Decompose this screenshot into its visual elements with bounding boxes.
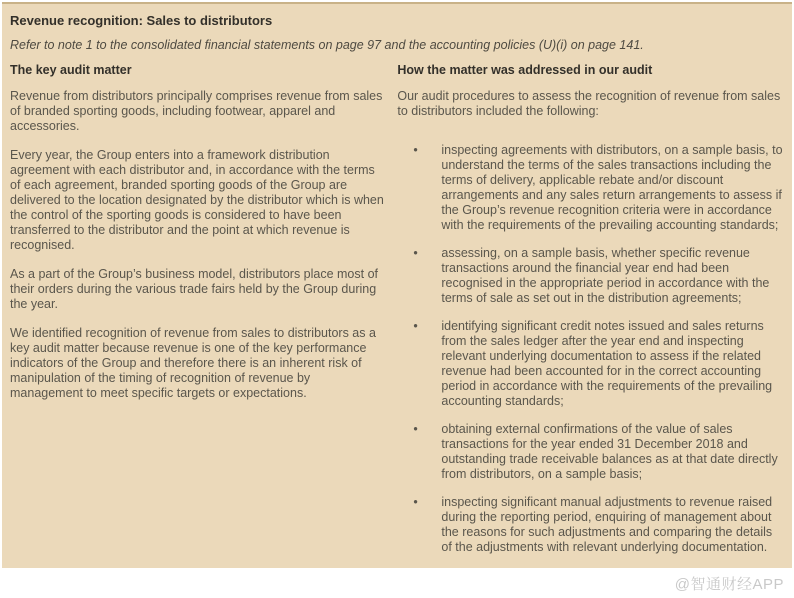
key-audit-matter-paragraph: As a part of the Group’s business model, distributors place most of their orders during the various trade fairs held by the Group during the year. bbox=[10, 266, 379, 311]
audit-procedures-list bbox=[397, 143, 784, 555]
bullet-icon: • bbox=[413, 494, 418, 509]
bullet-icon: • bbox=[413, 318, 418, 333]
key-audit-matter-paragraph: Every year, the Group enters into a framework distribution agreement with each distributor and, in accordance with the terms of each agreement, branded sporting goods of the Group are delivered to the location designated by the distributor which is when the control of the sporting goods is considered to have been transferred to the distributor and the point at which revenue is recognised. bbox=[10, 147, 384, 252]
bullet-icon: • bbox=[413, 245, 418, 260]
key-audit-matter-paragraph: We identified recognition of revenue from sales to distributors as a key audit matter because revenue is one of the key performance indicators of the Group and therefore there is an inherent risk of manipulation of the timing of recognition of revenue by management to meet specific targets or expectations. bbox=[10, 325, 376, 400]
list-item bbox=[397, 246, 784, 306]
key-audit-matter-column bbox=[10, 63, 385, 568]
key-audit-matter-panel bbox=[2, 2, 792, 568]
audit-procedure-text: assessing, on a sample basis, whether specific revenue transactions around the financial year end had been recognised in the appropriate period in accordance with the terms of sale as set out in the distribution agreements; bbox=[441, 245, 770, 305]
watermark: @智通财经APP bbox=[674, 576, 784, 593]
audit-procedure-text: obtaining external confirmations of the value of sales transactions for the year ended 31 December 2018 and outstanding trade receivable balances as at that date directly from distributors, on a sample basis; bbox=[441, 421, 778, 481]
audit-response-column bbox=[397, 63, 784, 568]
two-column-layout bbox=[10, 63, 784, 568]
audit-procedure-text: identifying significant credit notes issued and sales returns from the sales ledger after the year end and inspecting relevant underlying documentation to assess if the related revenue had been accounted for in the correct accounting period in accordance with the requirements of the prevailing accounting standards; bbox=[441, 318, 773, 408]
left-column-heading: The key audit matter bbox=[10, 62, 132, 77]
bullet-icon: • bbox=[413, 142, 418, 157]
list-item bbox=[397, 143, 784, 233]
right-column-heading: How the matter was addressed in our audit bbox=[397, 62, 653, 77]
list-item bbox=[397, 422, 784, 482]
list-item bbox=[397, 495, 784, 555]
panel-title: Revenue recognition: Sales to distributors bbox=[10, 13, 273, 28]
audit-procedures-intro: Our audit procedures to assess the recognition of revenue from sales to distributors included the following: bbox=[397, 88, 781, 118]
list-item bbox=[397, 319, 784, 409]
audit-procedure-text: inspecting agreements with distributors, on a sample basis, to understand the terms of the sales transactions including the terms of delivery, applicable rebate and/or discount arrangements and any sales return arrangements to assess if the Group’s revenue recognition criteria were in accordance with the requirements of the prevailing accounting standards; bbox=[441, 142, 783, 232]
audit-procedure-text: inspecting significant manual adjustments to revenue raised during the reporting period, enquiring of management about the reasons for such adjustments and comparing the details of the adjustments with relevant underlying documentation. bbox=[441, 494, 773, 554]
bullet-icon: • bbox=[413, 421, 418, 436]
reference-note: Refer to note 1 to the consolidated financial statements on page 97 and the accounting policies (U)(i) on page 141. bbox=[10, 37, 644, 52]
key-audit-matter-paragraph: Revenue from distributors principally comprises revenue from sales of branded sporting goods, including footwear, apparel and accessories. bbox=[10, 88, 383, 133]
